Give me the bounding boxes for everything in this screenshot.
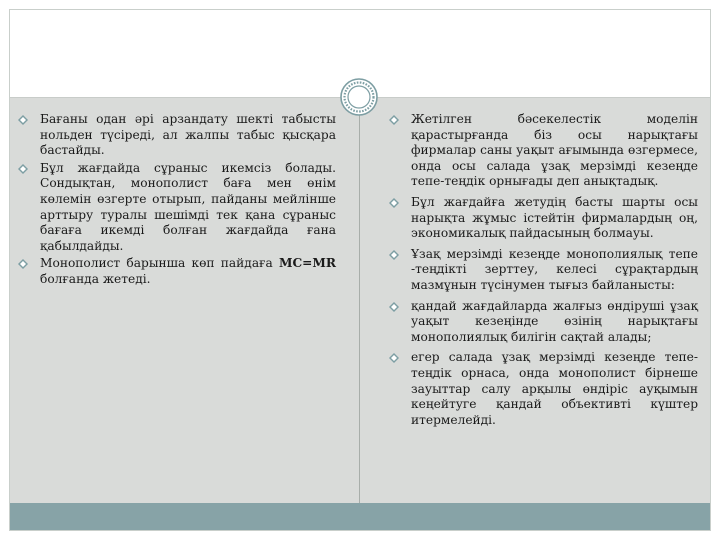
bullet-icon: [389, 115, 399, 125]
bullet-text: Ұзақ мерзімді кезеңде монополиялық тепе -теңдікті зерттеу, келесі сұрақтардың мазмұнын түсінумен тығыз байланысты:: [411, 246, 698, 292]
bullet-icon: [389, 353, 399, 363]
column-divider: [359, 98, 360, 503]
bullet-icon: [389, 198, 399, 208]
list-item: [389, 247, 698, 294]
bullet-text: Бұл жағдайға жетудің басты шарты осы нарықта жұмыс істейтін фирмалардың оң, экономикалық пайдасының болмауы.: [411, 194, 698, 241]
list-item: [389, 350, 698, 428]
bullet-text-formula: MC=MR: [278, 256, 337, 271]
bullet-text: егер салада ұзақ мерзімді кезеңде тепе-теңдік орнаса, онда монополист бірнеше зауыттар салу арқылы өндіріс ауқымын кеңейтуге қандай объективті күштер итермелейді.: [411, 350, 698, 427]
list-item: [389, 112, 698, 190]
circle-ornament-icon: [340, 78, 378, 116]
bullet-icon: [18, 164, 28, 174]
list-item: [18, 112, 336, 159]
left-column: [18, 112, 336, 290]
bullet-icon: [18, 115, 28, 125]
right-column: [389, 112, 698, 433]
right-bullet-list: [389, 112, 698, 428]
bullet-text-prefix: Монополист барынша көп пайдаға: [40, 256, 273, 271]
bullet-text: Бағаны одан әрі арзандату шекті табысты нольден түсіреді, ал жалпы табыс қысқара бастайды.: [40, 112, 336, 158]
footer-bar: [10, 503, 710, 530]
bullet-icon: [389, 250, 399, 260]
list-item: [18, 161, 336, 255]
bullet-icon: [18, 259, 28, 269]
list-item: [18, 256, 336, 287]
list-item: [389, 299, 698, 346]
bullet-icon: [389, 302, 399, 312]
left-bullet-list: [18, 112, 336, 288]
list-item: [389, 195, 698, 242]
bullet-text: Бұл жағдайда сұраныс икемсіз болады. Сондықтан, монополист баға мен өнім көлемін өзгерте отырып, пайданы мейлінше арттыру туралы шешімді тек қана сұраныс бағаға икемді болған жағдайда ғана қабылдайды.: [40, 160, 336, 253]
bullet-text-suffix: болғанда жетеді.: [40, 271, 151, 286]
bullet-text: қандай жағдайларда жалғыз өндіруші ұзақ уақыт кезеңінде өзінің нарықтағы монополиялық билігін сақтай алады;: [411, 298, 698, 344]
bullet-text: Жетілген бәсекелестік моделін қарастырғанда біз осы нарықтағы фирмалар саны уақыт ағымында өзгермесе, онда осы салада ұзақ мерзімді кезеңде тепе-теңдік орнығады деп анықтадық.: [411, 112, 698, 189]
